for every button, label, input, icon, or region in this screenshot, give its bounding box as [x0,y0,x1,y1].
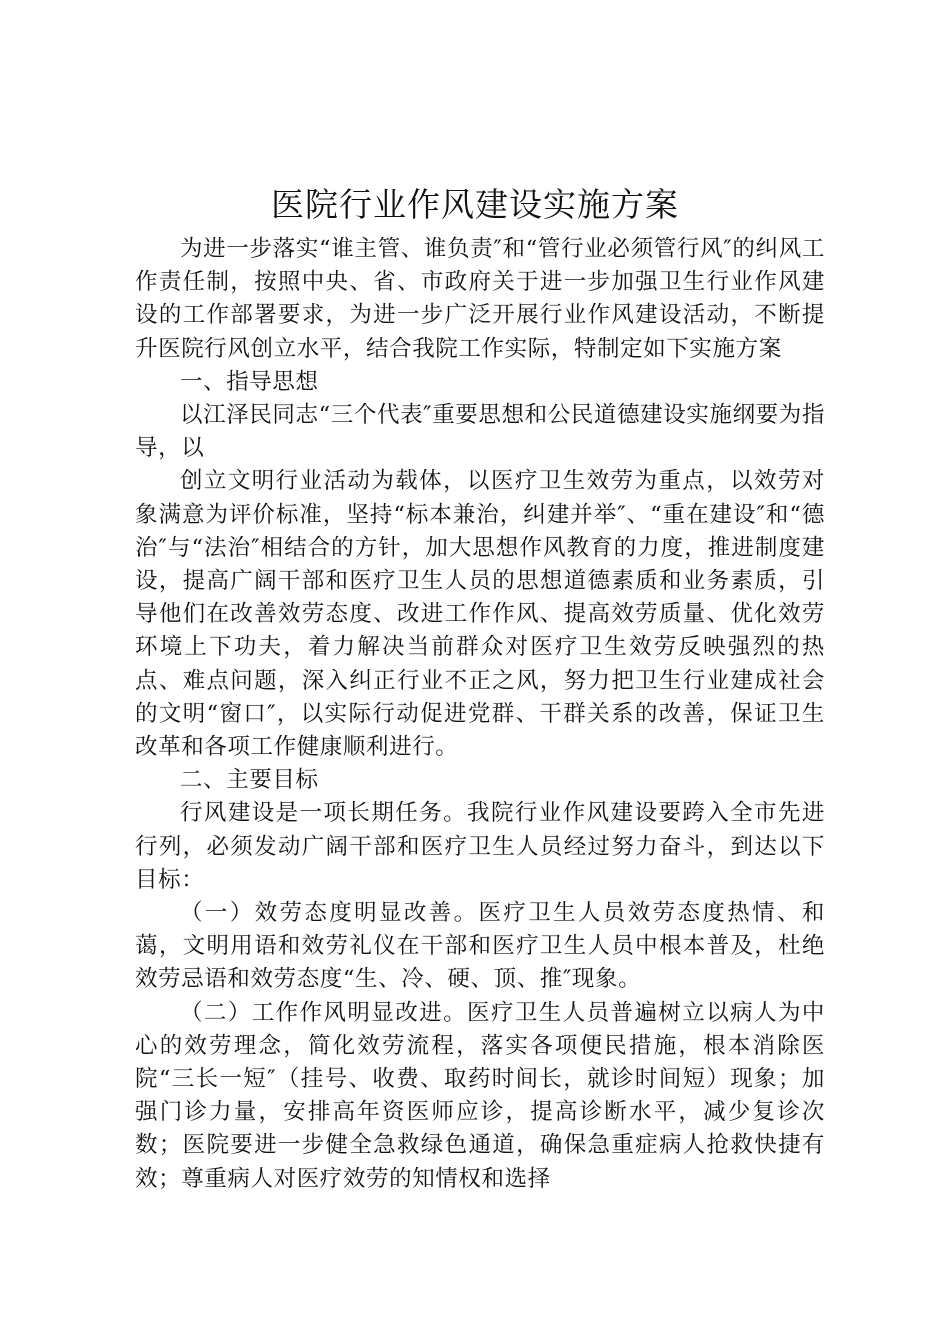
paragraph-guidance: 以江泽民同志“三个代表″重要思想和公民道德建设实施纲要为指导，以 [135,402,825,462]
section-heading-guiding-thought: 一、指导思想 [180,368,319,395]
paragraph-intro: 为进一步落实“谁主管、谁负责″和“管行业必须管行风″的纠风工作责任制，按照中央、省、市政府关于进一步加强卫生行业作风建设的工作部署要求，为进一步广泛开展行业作风建设活动，不断提升医院行风创立水平，结合我院工作实际，特制定如下实施方案 [135,236,825,362]
paragraph-goal-2: （二）工作作风明显改进。医疗卫生人员普遍树立以病人为中心的效劳理念，简化效劳流程，落实各项便民措施，根本消除医院“三长一短″（挂号、收费、取药时间长，就诊时间短）现象；加强门诊力量，安排高年资医师应诊，提高诊断水平，减少复诊次数；医院要进一步健全急救绿色通道，确保急重症病人抢救快捷有效；尊重病人对医疗效劳的知情权和选择 [135,999,825,1192]
section-heading-main-goals: 二、主要目标 [180,767,319,794]
paragraph-guidance-detail: 创立文明行业活动为载体，以医疗卫生效劳为重点，以效劳对象满意为评价标准，坚持“标本兼治，纠建并举″、“重在建设″和“德治″与“法治″相结合的方针，加大思想作风教育的力度，推进制度建设，提高广阔干部和医疗卫生人员的思想道德素质和业务素质，引导他们在改善效劳态度、改进工作作风、提高效劳质量、优化效劳环境上下功夫，着力解决当前群众对医疗卫生效劳反映强烈的热点、难点问题，深入纠正行业不正之风，努力把卫生行业建成社会的文明“窗口″，以实际行动促进党群、干群关系的改善，保证卫生改革和各项工作健康顺利进行。 [135,468,825,761]
document-title: 医院行业作风建设实施方案 [271,185,679,224]
document-body [135,233,825,1196]
paragraph-goals-intro: 行风建设是一项长期任务。我院行业作风建设要跨入全市先进行列，必须发动广阔干部和医疗卫生人员经过努力奋斗，到达以下目标： [135,800,825,893]
paragraph-goal-1: （一）效劳态度明显改善。医疗卫生人员效劳态度热情、和蔼，文明用语和效劳礼仪在干部和医疗卫生人员中根本普及，杜绝效劳忌语和效劳态度“生、冷、硬、顶、推″现象。 [135,900,825,993]
